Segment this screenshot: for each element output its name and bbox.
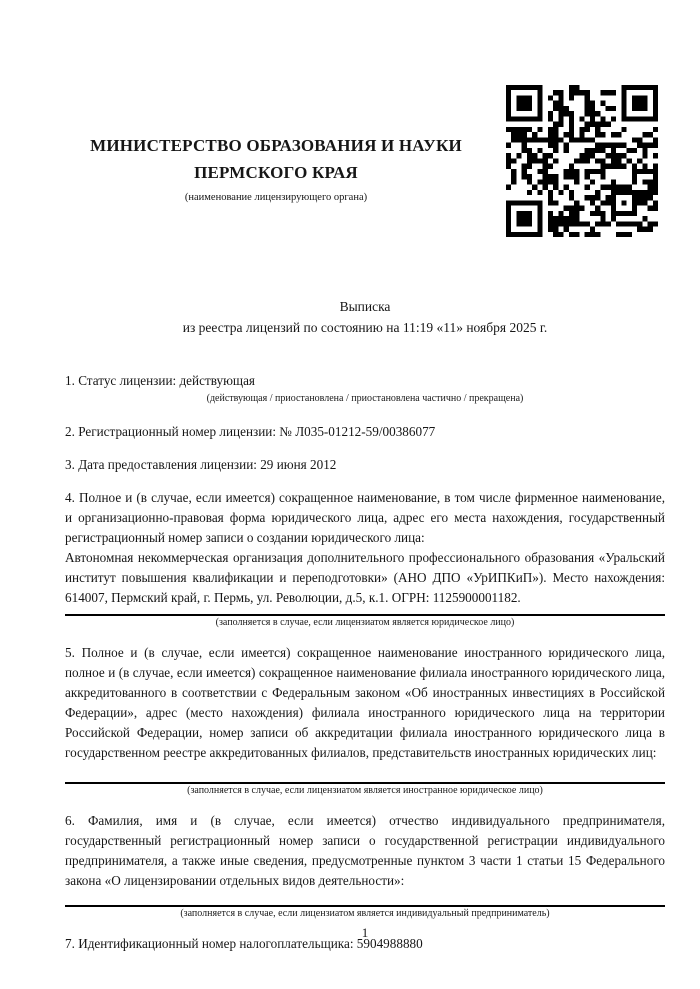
registration-number-text: 2. Регистрационный номер лицензии: № Л035-01212-59/00386077 xyxy=(65,424,436,439)
ministry-caption: (наименование лицензирующего органа) xyxy=(184,192,368,203)
legal-entity-rule-caption: (заполняется в случае, если лицензиатом является юридическое лицо) xyxy=(215,617,515,628)
license-status-caption: (действующая / приостановлена / приостановлена частично / прекращена) xyxy=(206,393,524,404)
document-title-line1: Выписка xyxy=(339,299,391,314)
taxpayer-number-text: 7. Идентификационный номер налогоплательщика: 5904988880 xyxy=(65,936,423,951)
individual-entrepreneur-rule-caption: (заполняется в случае, если лицензиатом является индивидуальный предприниматель) xyxy=(180,908,550,919)
qr-code-icon xyxy=(506,85,658,237)
ministry-name-line2: ПЕРМСКОГО КРАЯ xyxy=(194,163,358,182)
grant-date-text: 3. Дата предоставления лицензии: 29 июня 2012 xyxy=(65,457,337,472)
item-license-status xyxy=(65,371,665,406)
document-title-line2: из реестра лицензий по состоянию на 11:19 «11» ноября 2025 г. xyxy=(182,320,548,335)
foreign-entity-rule-caption: (заполняется в случае, если лицензиатом является иностранное юридическое лицо) xyxy=(187,785,543,796)
item-grant-date xyxy=(65,455,665,475)
item-foreign-entity xyxy=(65,643,665,798)
item-legal-entity xyxy=(65,488,665,630)
page-number: 1 xyxy=(361,925,369,940)
ministry-header xyxy=(65,132,487,204)
individual-entrepreneur-label: 6. Фамилия, имя и (в случае, если имеется) отчество индивидуального предпринимателя, государственный регистрационный номер записи о государственной регистрации индивидуального предпринимателя, а также иные сведения, предусмотренные пунктом 3 части 1 статьи 15 Федерального закона «О лицензировании отдельных видов деятельности»: xyxy=(65,813,665,888)
license-status-text: 1. Статус лицензии: действующая xyxy=(65,373,256,388)
document-body xyxy=(65,371,665,967)
legal-entity-value: Автономная некоммерческая организация дополнительного профессионального образования «Уральский институт повышения квалификации и переподготовки» (АНО ДПО «УрИПКиП»). Место нахождения: 614007, Пермский край, г. Пермь, ул. Революции, д.5, к.1. ОГРН: 1125900001182. xyxy=(65,550,665,605)
item-individual-entrepreneur xyxy=(65,811,665,921)
foreign-entity-label: 5. Полное и (в случае, если имеется) сокращенное наименование иностранного юридического лица, полное и (в случае, если имеется) сокращенное наименование филиала иностранного юридического лица, аккредитованного в соответствии с Федеральным законом «Об иностранных инвестициях в Российской Федерации», адрес (место нахождения) филиала иностранного юридического лица на территории Российской Федерации, номер записи об аккредитации филиала иностранного юридического лица в государственном реестре аккредитованных филиалов, представительств иностранных юридических лиц: xyxy=(65,645,665,760)
ministry-name-line1: МИНИСТЕРСТВО ОБРАЗОВАНИЯ И НАУКИ xyxy=(90,136,462,155)
legal-entity-label: 4. Полное и (в случае, если имеется) сокращенное наименование, в том числе фирменное наименование, и организационно-правовая форма юридического лица, адрес его места нахождения, государственный регистрационный номер записи о создании юридического лица: xyxy=(65,490,665,545)
item-registration-number xyxy=(65,422,665,442)
document-title xyxy=(65,296,665,338)
